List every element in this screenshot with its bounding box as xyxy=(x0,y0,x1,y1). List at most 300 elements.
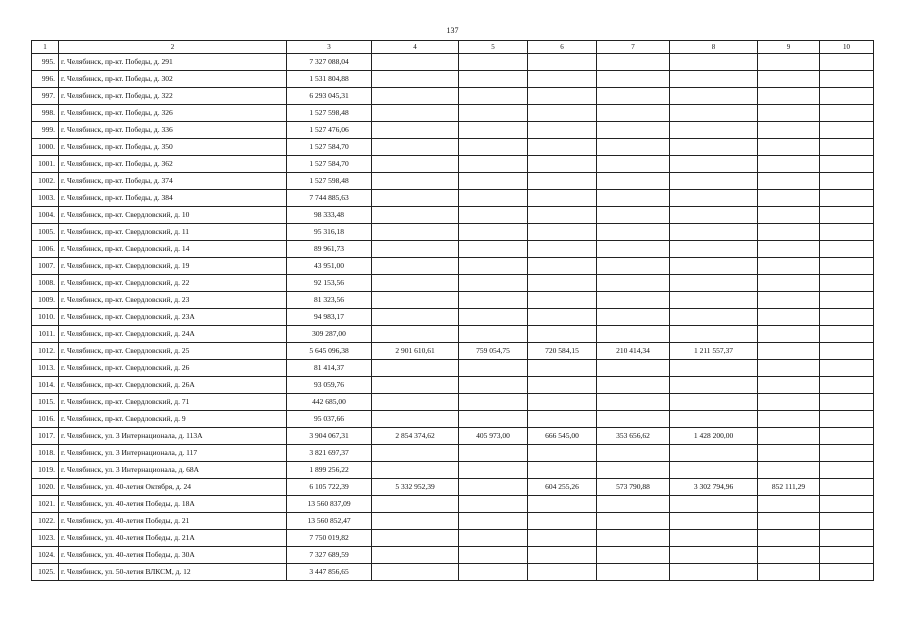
col-4-value-cell xyxy=(372,360,459,377)
row-number-cell: 1003. xyxy=(32,190,59,207)
col-6-value-cell xyxy=(528,156,597,173)
col-9-value-cell xyxy=(758,462,820,479)
col-8-value-cell xyxy=(670,139,758,156)
col-5-value-cell xyxy=(459,462,528,479)
col-4-value-cell xyxy=(372,207,459,224)
col-4-value-cell xyxy=(372,258,459,275)
column-header-5: 5 xyxy=(459,41,528,54)
address-cell: г. Челябинск, пр-кт. Свердловский, д. 14 xyxy=(59,241,287,258)
table-row xyxy=(32,190,874,207)
col-5-value-cell xyxy=(459,139,528,156)
table-row xyxy=(32,105,874,122)
address-cell: г. Челябинск, ул. 50-летия ВЛКСМ, д. 12 xyxy=(59,564,287,581)
table-row xyxy=(32,71,874,88)
row-number-cell: 1001. xyxy=(32,156,59,173)
column-header-10: 10 xyxy=(820,41,874,54)
col-7-value-cell xyxy=(597,54,670,71)
column-header-1: 1 xyxy=(32,41,59,54)
table-row xyxy=(32,122,874,139)
col-9-value-cell xyxy=(758,377,820,394)
total-amount-cell: 6 105 722,39 xyxy=(287,479,372,496)
col-4-value-cell xyxy=(372,241,459,258)
col-5-value-cell xyxy=(459,275,528,292)
col-7-value-cell xyxy=(597,530,670,547)
row-number-cell: 1011. xyxy=(32,326,59,343)
total-amount-cell: 7 750 019,82 xyxy=(287,530,372,547)
col-7-value-cell xyxy=(597,462,670,479)
col-9-value-cell xyxy=(758,309,820,326)
address-cell: г. Челябинск, пр-кт. Свердловский, д. 9 xyxy=(59,411,287,428)
col-5-value-cell xyxy=(459,513,528,530)
total-amount-cell: 43 951,00 xyxy=(287,258,372,275)
col-5-value-cell: 759 054,75 xyxy=(459,343,528,360)
address-cell: г. Челябинск, пр-кт. Победы, д. 326 xyxy=(59,105,287,122)
col-10-value-cell xyxy=(820,275,874,292)
col-6-value-cell xyxy=(528,377,597,394)
col-10-value-cell xyxy=(820,445,874,462)
total-amount-cell: 1 527 476,06 xyxy=(287,122,372,139)
col-6-value-cell xyxy=(528,445,597,462)
total-amount-cell: 13 560 852,47 xyxy=(287,513,372,530)
address-cell: г. Челябинск, пр-кт. Победы, д. 362 xyxy=(59,156,287,173)
address-cell: г. Челябинск, пр-кт. Свердловский, д. 71 xyxy=(59,394,287,411)
col-4-value-cell xyxy=(372,411,459,428)
col-6-value-cell: 604 255,26 xyxy=(528,479,597,496)
table-row xyxy=(32,360,874,377)
row-number-cell: 1010. xyxy=(32,309,59,326)
row-number-cell: 1020. xyxy=(32,479,59,496)
col-8-value-cell xyxy=(670,88,758,105)
table-row xyxy=(32,411,874,428)
row-number-cell: 1009. xyxy=(32,292,59,309)
table-row xyxy=(32,496,874,513)
col-4-value-cell xyxy=(372,564,459,581)
col-10-value-cell xyxy=(820,496,874,513)
total-amount-cell: 7 327 689,59 xyxy=(287,547,372,564)
row-number-cell: 1016. xyxy=(32,411,59,428)
col-4-value-cell xyxy=(372,156,459,173)
table-row xyxy=(32,275,874,292)
address-cell: г. Челябинск, пр-кт. Победы, д. 336 xyxy=(59,122,287,139)
col-10-value-cell xyxy=(820,309,874,326)
row-number-cell: 1007. xyxy=(32,258,59,275)
col-5-value-cell xyxy=(459,88,528,105)
row-number-cell: 1019. xyxy=(32,462,59,479)
col-5-value-cell xyxy=(459,173,528,190)
row-number-cell: 1024. xyxy=(32,547,59,564)
address-cell: г. Челябинск, ул. 3 Интернационала, д. 113А xyxy=(59,428,287,445)
table-row xyxy=(32,530,874,547)
col-10-value-cell xyxy=(820,513,874,530)
col-5-value-cell: 405 973,00 xyxy=(459,428,528,445)
col-6-value-cell xyxy=(528,326,597,343)
address-cell: г. Челябинск, пр-кт. Свердловский, д. 11 xyxy=(59,224,287,241)
total-amount-cell: 1 527 584,70 xyxy=(287,139,372,156)
col-9-value-cell xyxy=(758,258,820,275)
col-6-value-cell xyxy=(528,122,597,139)
col-7-value-cell xyxy=(597,105,670,122)
col-4-value-cell xyxy=(372,139,459,156)
col-10-value-cell xyxy=(820,564,874,581)
col-6-value-cell xyxy=(528,513,597,530)
col-7-value-cell xyxy=(597,122,670,139)
col-7-value-cell xyxy=(597,326,670,343)
col-7-value-cell xyxy=(597,258,670,275)
address-cell: г. Челябинск, ул. 40-летия Победы, д. 30А xyxy=(59,547,287,564)
col-9-value-cell xyxy=(758,428,820,445)
total-amount-cell: 442 685,00 xyxy=(287,394,372,411)
col-8-value-cell xyxy=(670,292,758,309)
column-header-6: 6 xyxy=(528,41,597,54)
col-5-value-cell xyxy=(459,394,528,411)
total-amount-cell: 81 323,56 xyxy=(287,292,372,309)
col-8-value-cell: 1 428 200,00 xyxy=(670,428,758,445)
col-8-value-cell xyxy=(670,411,758,428)
col-7-value-cell xyxy=(597,88,670,105)
address-cell: г. Челябинск, пр-кт. Свердловский, д. 25 xyxy=(59,343,287,360)
col-10-value-cell xyxy=(820,156,874,173)
col-6-value-cell: 720 584,15 xyxy=(528,343,597,360)
col-4-value-cell xyxy=(372,173,459,190)
col-7-value-cell xyxy=(597,411,670,428)
row-number-cell: 1002. xyxy=(32,173,59,190)
col-5-value-cell xyxy=(459,479,528,496)
col-9-value-cell xyxy=(758,292,820,309)
col-5-value-cell xyxy=(459,530,528,547)
col-6-value-cell xyxy=(528,173,597,190)
col-9-value-cell xyxy=(758,343,820,360)
total-amount-cell: 1 527 598,48 xyxy=(287,173,372,190)
col-8-value-cell: 3 302 794,96 xyxy=(670,479,758,496)
col-4-value-cell xyxy=(372,445,459,462)
col-6-value-cell xyxy=(528,394,597,411)
total-amount-cell: 6 293 045,31 xyxy=(287,88,372,105)
col-6-value-cell xyxy=(528,496,597,513)
col-4-value-cell xyxy=(372,513,459,530)
col-9-value-cell xyxy=(758,122,820,139)
row-number-cell: 1021. xyxy=(32,496,59,513)
col-5-value-cell xyxy=(459,207,528,224)
row-number-cell: 999. xyxy=(32,122,59,139)
address-cell: г. Челябинск, пр-кт. Победы, д. 302 xyxy=(59,71,287,88)
total-amount-cell: 1 531 804,88 xyxy=(287,71,372,88)
col-7-value-cell xyxy=(597,71,670,88)
table-body xyxy=(32,54,874,581)
data-table xyxy=(31,40,874,581)
total-amount-cell: 3 904 067,31 xyxy=(287,428,372,445)
col-9-value-cell xyxy=(758,190,820,207)
row-number-cell: 997. xyxy=(32,88,59,105)
row-number-cell: 1005. xyxy=(32,224,59,241)
col-9-value-cell: 852 111,29 xyxy=(758,479,820,496)
col-4-value-cell xyxy=(372,377,459,394)
col-10-value-cell xyxy=(820,241,874,258)
col-5-value-cell xyxy=(459,122,528,139)
col-8-value-cell xyxy=(670,377,758,394)
col-6-value-cell xyxy=(528,241,597,258)
total-amount-cell: 95 316,18 xyxy=(287,224,372,241)
col-4-value-cell xyxy=(372,462,459,479)
column-header-9: 9 xyxy=(758,41,820,54)
col-9-value-cell xyxy=(758,224,820,241)
col-8-value-cell xyxy=(670,462,758,479)
col-10-value-cell xyxy=(820,122,874,139)
total-amount-cell: 13 560 837,09 xyxy=(287,496,372,513)
col-8-value-cell xyxy=(670,122,758,139)
col-9-value-cell xyxy=(758,564,820,581)
col-8-value-cell xyxy=(670,71,758,88)
col-4-value-cell xyxy=(372,530,459,547)
header-row xyxy=(32,41,874,54)
col-4-value-cell xyxy=(372,71,459,88)
total-amount-cell: 309 287,00 xyxy=(287,326,372,343)
col-9-value-cell xyxy=(758,173,820,190)
col-8-value-cell xyxy=(670,513,758,530)
col-10-value-cell xyxy=(820,139,874,156)
row-number-cell: 995. xyxy=(32,54,59,71)
col-6-value-cell xyxy=(528,54,597,71)
col-4-value-cell: 2 854 374,62 xyxy=(372,428,459,445)
col-7-value-cell xyxy=(597,241,670,258)
row-number-cell: 1017. xyxy=(32,428,59,445)
col-7-value-cell xyxy=(597,275,670,292)
col-7-value-cell: 210 414,34 xyxy=(597,343,670,360)
column-header-2: 2 xyxy=(59,41,287,54)
col-4-value-cell xyxy=(372,88,459,105)
row-number-cell: 1008. xyxy=(32,275,59,292)
total-amount-cell: 98 333,48 xyxy=(287,207,372,224)
col-8-value-cell xyxy=(670,496,758,513)
col-6-value-cell: 666 545,00 xyxy=(528,428,597,445)
table-row xyxy=(32,343,874,360)
row-number-cell: 1014. xyxy=(32,377,59,394)
col-10-value-cell xyxy=(820,292,874,309)
col-10-value-cell xyxy=(820,224,874,241)
total-amount-cell: 5 645 096,38 xyxy=(287,343,372,360)
col-9-value-cell xyxy=(758,496,820,513)
col-4-value-cell xyxy=(372,122,459,139)
col-8-value-cell xyxy=(670,360,758,377)
total-amount-cell: 1 527 584,70 xyxy=(287,156,372,173)
column-header-4: 4 xyxy=(372,41,459,54)
col-7-value-cell xyxy=(597,173,670,190)
address-cell: г. Челябинск, ул. 3 Интернационала, д. 68А xyxy=(59,462,287,479)
col-8-value-cell xyxy=(670,173,758,190)
col-10-value-cell xyxy=(820,377,874,394)
total-amount-cell: 1 527 598,48 xyxy=(287,105,372,122)
col-6-value-cell xyxy=(528,71,597,88)
col-6-value-cell xyxy=(528,275,597,292)
col-4-value-cell xyxy=(372,309,459,326)
row-number-cell: 1022. xyxy=(32,513,59,530)
col-8-value-cell: 1 211 557,37 xyxy=(670,343,758,360)
col-4-value-cell xyxy=(372,547,459,564)
table-row xyxy=(32,428,874,445)
col-8-value-cell xyxy=(670,564,758,581)
col-5-value-cell xyxy=(459,496,528,513)
col-4-value-cell xyxy=(372,326,459,343)
col-8-value-cell xyxy=(670,530,758,547)
table-row xyxy=(32,241,874,258)
address-cell: г. Челябинск, пр-кт. Победы, д. 350 xyxy=(59,139,287,156)
table-row xyxy=(32,479,874,496)
col-4-value-cell: 5 332 952,39 xyxy=(372,479,459,496)
col-9-value-cell xyxy=(758,241,820,258)
col-7-value-cell xyxy=(597,207,670,224)
address-cell: г. Челябинск, пр-кт. Свердловский, д. 23А xyxy=(59,309,287,326)
col-10-value-cell xyxy=(820,258,874,275)
table-row xyxy=(32,139,874,156)
col-5-value-cell xyxy=(459,292,528,309)
col-7-value-cell xyxy=(597,139,670,156)
col-10-value-cell xyxy=(820,173,874,190)
col-6-value-cell xyxy=(528,530,597,547)
col-6-value-cell xyxy=(528,309,597,326)
row-number-cell: 998. xyxy=(32,105,59,122)
col-10-value-cell xyxy=(820,394,874,411)
col-5-value-cell xyxy=(459,54,528,71)
page-number: 137 xyxy=(446,26,459,35)
col-6-value-cell xyxy=(528,105,597,122)
col-7-value-cell xyxy=(597,496,670,513)
col-8-value-cell xyxy=(670,190,758,207)
col-9-value-cell xyxy=(758,105,820,122)
address-cell: г. Челябинск, пр-кт. Свердловский, д. 10 xyxy=(59,207,287,224)
col-5-value-cell xyxy=(459,564,528,581)
col-10-value-cell xyxy=(820,105,874,122)
total-amount-cell: 89 961,73 xyxy=(287,241,372,258)
table-row xyxy=(32,377,874,394)
col-7-value-cell: 573 790,88 xyxy=(597,479,670,496)
table-row xyxy=(32,513,874,530)
total-amount-cell: 7 327 088,04 xyxy=(287,54,372,71)
col-7-value-cell xyxy=(597,377,670,394)
col-4-value-cell xyxy=(372,190,459,207)
col-10-value-cell xyxy=(820,411,874,428)
col-7-value-cell xyxy=(597,564,670,581)
col-9-value-cell xyxy=(758,88,820,105)
col-10-value-cell xyxy=(820,343,874,360)
total-amount-cell: 95 037,66 xyxy=(287,411,372,428)
address-cell: г. Челябинск, пр-кт. Победы, д. 374 xyxy=(59,173,287,190)
col-6-value-cell xyxy=(528,547,597,564)
col-7-value-cell xyxy=(597,309,670,326)
total-amount-cell: 92 153,56 xyxy=(287,275,372,292)
col-5-value-cell xyxy=(459,377,528,394)
col-6-value-cell xyxy=(528,139,597,156)
address-cell: г. Челябинск, ул. 40-летия Победы, д. 18А xyxy=(59,496,287,513)
row-number-cell: 1006. xyxy=(32,241,59,258)
col-4-value-cell xyxy=(372,292,459,309)
row-number-cell: 1023. xyxy=(32,530,59,547)
total-amount-cell: 93 059,76 xyxy=(287,377,372,394)
col-10-value-cell xyxy=(820,462,874,479)
address-cell: г. Челябинск, пр-кт. Свердловский, д. 19 xyxy=(59,258,287,275)
table-row xyxy=(32,394,874,411)
col-9-value-cell xyxy=(758,71,820,88)
col-8-value-cell xyxy=(670,241,758,258)
col-9-value-cell xyxy=(758,394,820,411)
col-5-value-cell xyxy=(459,156,528,173)
col-7-value-cell: 353 656,62 xyxy=(597,428,670,445)
address-cell: г. Челябинск, пр-кт. Свердловский, д. 26А xyxy=(59,377,287,394)
col-4-value-cell xyxy=(372,394,459,411)
col-9-value-cell xyxy=(758,275,820,292)
total-amount-cell: 3 447 856,65 xyxy=(287,564,372,581)
col-7-value-cell xyxy=(597,360,670,377)
col-10-value-cell xyxy=(820,547,874,564)
table-row xyxy=(32,309,874,326)
col-6-value-cell xyxy=(528,462,597,479)
total-amount-cell: 81 414,37 xyxy=(287,360,372,377)
col-9-value-cell xyxy=(758,360,820,377)
total-amount-cell: 7 744 885,63 xyxy=(287,190,372,207)
col-9-value-cell xyxy=(758,326,820,343)
row-number-cell: 996. xyxy=(32,71,59,88)
address-cell: г. Челябинск, ул. 3 Интернационала, д. 117 xyxy=(59,445,287,462)
col-6-value-cell xyxy=(528,360,597,377)
column-header-7: 7 xyxy=(597,41,670,54)
col-10-value-cell xyxy=(820,360,874,377)
col-6-value-cell xyxy=(528,411,597,428)
table-row xyxy=(32,207,874,224)
col-9-value-cell xyxy=(758,156,820,173)
col-9-value-cell xyxy=(758,207,820,224)
col-4-value-cell xyxy=(372,105,459,122)
address-cell: г. Челябинск, ул. 40-летия Победы, д. 21 xyxy=(59,513,287,530)
col-8-value-cell xyxy=(670,224,758,241)
address-cell: г. Челябинск, пр-кт. Свердловский, д. 23 xyxy=(59,292,287,309)
address-cell: г. Челябинск, ул. 40-летия Октября, д. 24 xyxy=(59,479,287,496)
col-6-value-cell xyxy=(528,258,597,275)
table-row xyxy=(32,547,874,564)
total-amount-cell: 94 983,17 xyxy=(287,309,372,326)
col-10-value-cell xyxy=(820,428,874,445)
col-8-value-cell xyxy=(670,258,758,275)
table-row xyxy=(32,173,874,190)
table-row xyxy=(32,445,874,462)
col-6-value-cell xyxy=(528,88,597,105)
col-5-value-cell xyxy=(459,258,528,275)
total-amount-cell: 1 899 256,22 xyxy=(287,462,372,479)
col-9-value-cell xyxy=(758,547,820,564)
col-7-value-cell xyxy=(597,224,670,241)
address-cell: г. Челябинск, пр-кт. Победы, д. 291 xyxy=(59,54,287,71)
col-6-value-cell xyxy=(528,292,597,309)
col-8-value-cell xyxy=(670,275,758,292)
table-row xyxy=(32,258,874,275)
col-7-value-cell xyxy=(597,513,670,530)
col-8-value-cell xyxy=(670,547,758,564)
col-8-value-cell xyxy=(670,156,758,173)
col-10-value-cell xyxy=(820,190,874,207)
col-5-value-cell xyxy=(459,241,528,258)
table-row xyxy=(32,224,874,241)
total-amount-cell: 3 821 697,37 xyxy=(287,445,372,462)
col-8-value-cell xyxy=(670,394,758,411)
table-row xyxy=(32,326,874,343)
col-6-value-cell xyxy=(528,207,597,224)
col-5-value-cell xyxy=(459,360,528,377)
table-row xyxy=(32,88,874,105)
col-6-value-cell xyxy=(528,224,597,241)
address-cell: г. Челябинск, пр-кт. Свердловский, д. 22 xyxy=(59,275,287,292)
col-9-value-cell xyxy=(758,139,820,156)
col-6-value-cell xyxy=(528,564,597,581)
col-5-value-cell xyxy=(459,71,528,88)
col-8-value-cell xyxy=(670,207,758,224)
address-cell: г. Челябинск, пр-кт. Победы, д. 384 xyxy=(59,190,287,207)
